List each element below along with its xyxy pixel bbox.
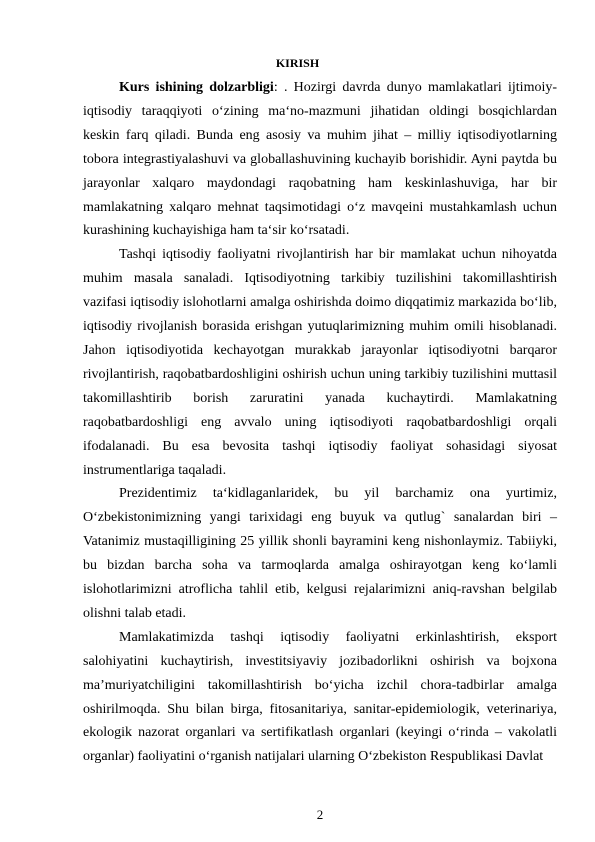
intro-paragraph bbox=[83, 76, 557, 243]
paragraph: Prezidentimiz ta‘kidlaganlaridek, bu yil barchamiz ona yurtimiz, O‘zbekistonimizning yangi tarixidagi eng buyuk va qutlug` sanalardan biri – Vatanimiz mustaqilligining 25 yillik shonli bayramini keng nishonlaymiz. Tabiiyki, bu bizdan barcha soha va tarmoqlarda amalga oshirayotgan keng ko‘lamli islohotlarimizni atroflicha tahlil etib, kelgusi rejalarimizni aniq-ravshan belgilab olishni talab etadi. bbox=[83, 486, 557, 621]
paragraph: Tashqi iqtisodiy faoliyatni rivojlantirish har bir mamlakat uchun nihoyatda muhim masala sanaladi. Iqtisodiyotning tarkibiy tuzilishini takomillashtirish vazifasi iqtisodiy islohotlarni amalga oshirishda doimo diqqatimiz markazida bo‘lib, iqtisodiy rivojlanish borasida erishgan yutuqlarimizning muhim omili hisoblanadi. Jahon iqtisodiyotida kechayotgan murakkab jarayonlar iqtisodiyotni barqaror rivojlantirish, raqobatbardoshligini oshirish uchun uning tarkibiy tuzilishini muttasil takomillashtirib borish zaruratini yanada kuchaytirdi. Mamlakatning raqobatbardoshligi eng avvalo uning iqtisodiyoti raqobatbardoshligi orqali ifodalanadi. Bu esa bevosita tashqi iqtisodiy faoliyat sohasidagi siyosat instrumentlariga taqaladi. bbox=[83, 247, 557, 478]
intro-lead-suffix: : . bbox=[273, 80, 288, 95]
page-number: 2 bbox=[316, 807, 324, 822]
page-title: KIRISH bbox=[275, 56, 320, 70]
intro-text: Hozirgi davrda dunyo mamlakatlari ijtimoiy-iqtisodiy taraqqiyoti o‘zining ma‘no-mazmuni jihatidan oldingi bosqichlardan keskin farq qiladi. Bunda eng asosiy va muhim jihat – milliy iqtisodiyotlarning tobora integrastiyalashuvi va globallashuvining kuchayib borishidir. Ayni paytda bu jarayonlar xalqaro maydondagi raqobatning ham keskinlashuviga, har bir mamlakatning xalqaro mehnat taqsimotidagi o‘z mavqeini mustahkamlash uchun kurashining kuchayishiga ham ta‘sir ko‘rsatadi. bbox=[83, 80, 558, 239]
intro-lead: Kurs ishining dolzarbligi bbox=[119, 80, 274, 95]
paragraph: Mamlakatimizda tashqi iqtisodiy faoliyatni erkinlashtirish, eksport salohiyatini kuchaytirish, investitsiyaviy jozibadorlikni oshirish va bojxona maʼmuriyatchiligini takomillashtirish boʻyicha izchil chora-tadbirlar amalga oshirilmoqda. Shu bilan birga, fitosanitariya, sanitar-epidemiologik, veterinariya, ekologik nazorat organlari va sertifikatlash organlari (keyingi oʻrinda – vakolatli organlar) faoliyatini oʻrganish natijalari ularning Oʻzbekiston Respublikasi Davlat bbox=[83, 629, 557, 765]
document-body bbox=[83, 76, 557, 769]
